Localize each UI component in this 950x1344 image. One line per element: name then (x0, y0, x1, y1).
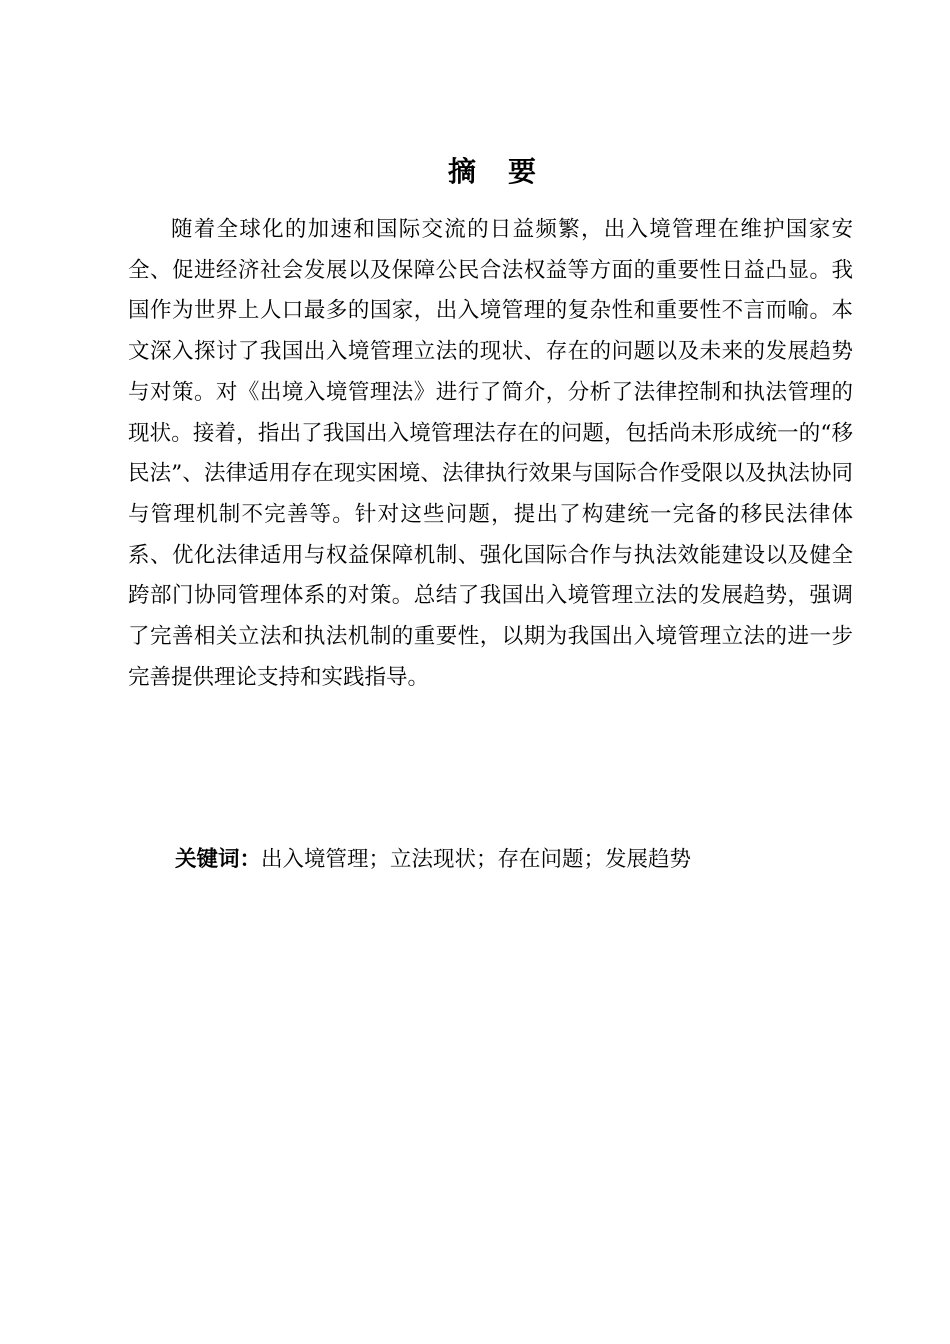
title-char-2: 要 (508, 155, 543, 188)
keywords-line (175, 842, 875, 878)
page-title (0, 150, 950, 194)
keywords-label: 关键词： (175, 847, 262, 872)
keywords-list: 出入境管理；立法现状；存在问题；发展趋势 (261, 847, 692, 872)
title-char-1: 摘 (447, 155, 482, 188)
abstract-paragraph: 随着全球化的加速和国际交流的日益频繁，出入境管理在维护国家安全、促进经济社会发展以及保障公民合法权益等方面的重要性日益凸显。我国作为世界上人口最多的国家，出入境管理的复杂性和重要性不言而喻。本文深入探讨了我国出入境管理立法的现状、存在的问题以及未来的发展趋势与对策。对《出境入境管理法》进行了简介，分析了法律控制和执法管理的现状。接着，指出了我国出入境管理法存在的问题，包括尚未形成统一的“移民法”、法律适用存在现实困境、法律执行效果与国际合作受限以及执法协同与管理机制不完善等。针对这些问题，提出了构建统一完备的移民法律体系、优化法律适用与权益保障机制、强化国际合作与执法效能建设以及健全跨部门协同管理体系的对策。总结了我国出入境管理立法的发展趋势，强调了完善相关立法和执法机制的重要性，以期为我国出入境管理立法的进一步完善提供理论支持和实践指导。 (128, 217, 853, 690)
